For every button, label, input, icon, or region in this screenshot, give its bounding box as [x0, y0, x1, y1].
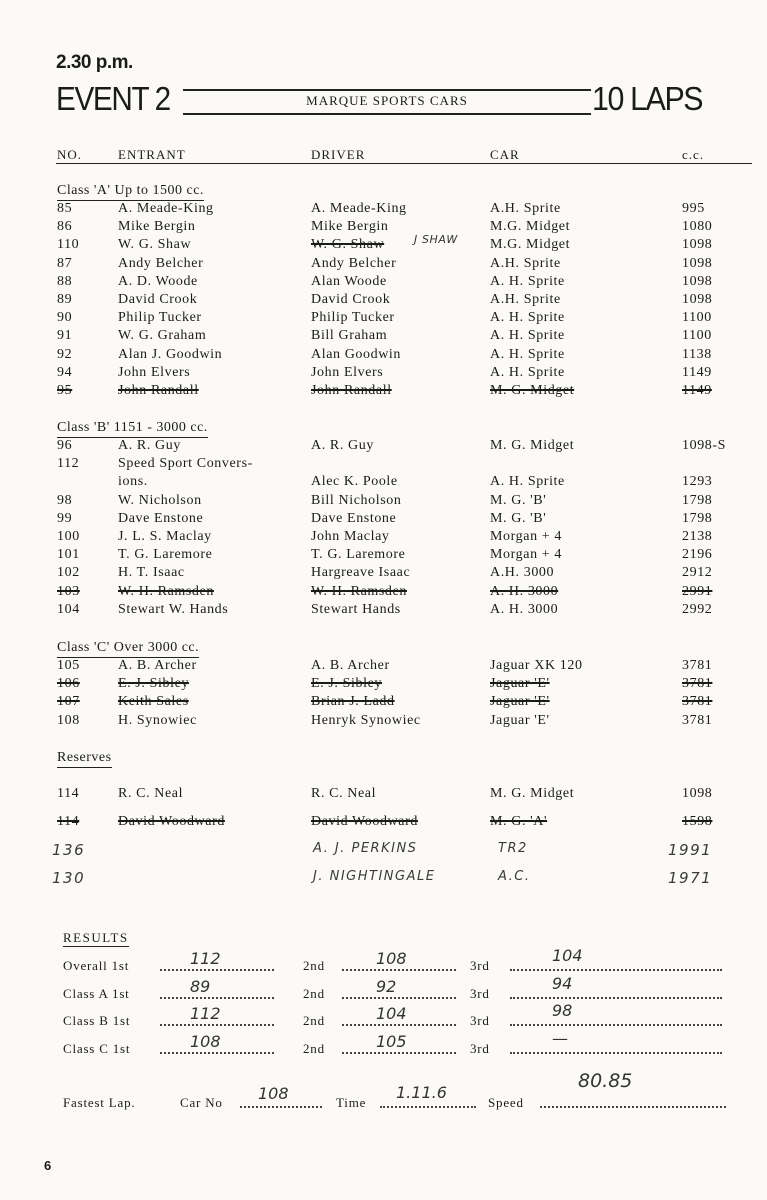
third-label: 3rd: [470, 985, 490, 1001]
entry-number: 94: [57, 364, 73, 380]
engine-cc: 3781: [682, 712, 713, 728]
car-model: A. H. Sprite: [490, 364, 565, 380]
handwritten-driver: J. NIGHTINGALE: [313, 869, 436, 884]
car-model: M. G. Midget: [490, 786, 575, 801]
driver-name: Andy Belcher: [311, 255, 397, 271]
entry-number: 110: [57, 237, 80, 253]
result-dots-2nd: [342, 1024, 456, 1026]
result-second: 104: [376, 1004, 407, 1023]
fastest-speed: 80.85: [578, 1070, 633, 1092]
entrant-name: Andy Belcher: [118, 255, 204, 271]
engine-cc: 1149: [682, 364, 712, 380]
result-second: 108: [376, 949, 407, 968]
entry-row: [0, 713, 767, 731]
result-dots-1st: [160, 969, 274, 971]
result-label: Overall 1st: [63, 958, 130, 973]
engine-cc: 3781: [682, 676, 713, 692]
entry-number: 87: [57, 255, 73, 271]
engine-cc: 3781: [682, 694, 713, 710]
engine-cc: 1149: [682, 383, 712, 398]
entry-number: 104: [57, 601, 80, 617]
third-label: 3rd: [470, 1013, 490, 1028]
engine-cc: 3781: [682, 658, 713, 673]
engine-cc: 1098: [682, 273, 713, 289]
col-car-header: CAR: [490, 147, 520, 162]
result-dots-1st: [160, 1052, 274, 1054]
result-third: 104: [552, 946, 583, 965]
result-third: 94: [552, 973, 573, 993]
car-model: Jaguar 'E': [490, 712, 550, 728]
engine-cc: 1138: [682, 346, 712, 362]
driver-name: David Crook: [311, 292, 391, 307]
event-title: MARQUE SPORTS CARS: [306, 93, 468, 108]
entry-row: [0, 529, 767, 547]
car-no-label: Car No: [180, 1095, 223, 1110]
third-label: 3rd: [470, 958, 490, 973]
driver-name: W. G. Shaw: [311, 237, 385, 253]
fastest-car-no: 108: [258, 1084, 289, 1103]
entry-row: [0, 511, 767, 529]
entrant-name: W. Nicholson: [118, 492, 202, 508]
entrant-name: R. C. Neal: [118, 786, 184, 801]
results-title: RESULTS: [63, 930, 129, 945]
result-dots-3rd: [510, 1024, 722, 1026]
entry-number: 92: [57, 346, 73, 362]
entry-number: 98: [57, 492, 73, 508]
entry-number: 105: [57, 658, 80, 673]
entry-row: [0, 256, 767, 274]
result-first: 108: [190, 1031, 221, 1051]
driver-name: Alec K. Poole: [311, 474, 398, 490]
header-rule: [56, 163, 752, 164]
entrant-name: A. D. Woode: [118, 273, 198, 289]
entry-row: [0, 565, 767, 583]
driver-name: John Randall: [311, 383, 392, 398]
handwritten-cc: 1991: [668, 841, 713, 859]
driver-name: John Elvers: [311, 364, 384, 380]
entrant-name: H. T. Isaac: [118, 565, 185, 581]
entry-row: [0, 347, 767, 365]
driver-name: Bill Graham: [311, 328, 388, 344]
car-model: A.H. Sprite: [490, 201, 561, 216]
handwritten-car: TR2: [498, 841, 528, 856]
fastest-lap-label: Fastest Lap.: [63, 1095, 136, 1110]
event-time: 2.30 p.m.: [56, 52, 133, 73]
reserve-row: [0, 786, 767, 804]
result-dots-2nd: [342, 997, 456, 999]
car-model: Jaguar XK 120: [490, 658, 583, 673]
result-second: 92: [376, 976, 397, 996]
reserves-heading: Reserves: [57, 750, 112, 768]
engine-cc: 1080: [682, 219, 713, 235]
engine-cc: 1100: [682, 310, 712, 326]
engine-cc: 2196: [682, 547, 713, 563]
entrant-name: A. R. Guy: [118, 438, 181, 453]
second-label: 2nd: [303, 1040, 325, 1056]
car-model: A. H. Sprite: [490, 346, 565, 362]
entry-number: 101: [57, 547, 80, 563]
page-number: 6: [44, 1158, 52, 1173]
driver-name: Brian J. Ladd: [311, 694, 395, 710]
entry-row: [0, 219, 767, 237]
car-model: M.G. Midget: [490, 219, 571, 235]
driver-name: A. B. Archer: [311, 658, 390, 673]
entrant-name: Dave Enstone: [118, 510, 204, 526]
entrant-name: H. Synowiec: [118, 712, 197, 728]
car-model: Morgan + 4: [490, 529, 562, 544]
engine-cc: 1098-S: [682, 438, 727, 453]
engine-cc: 2912: [682, 565, 713, 581]
entry-row: [0, 438, 767, 456]
driver-correction: J SHAW: [414, 233, 458, 247]
car-model: M. G. 'B': [490, 492, 547, 508]
speed-label: Speed: [488, 1095, 524, 1110]
car-model: Morgan + 4: [490, 547, 562, 563]
entry-row: [0, 474, 767, 492]
entry-number: 86: [57, 219, 73, 235]
entry-number: 107: [57, 694, 80, 710]
car-no-dots: [240, 1106, 322, 1108]
entry-number: 99: [57, 510, 73, 526]
entry-number: 112: [57, 456, 80, 472]
handwritten-driver: A. J. PERKINS: [313, 841, 418, 856]
engine-cc: 1798: [682, 510, 713, 526]
second-label: 2nd: [303, 1013, 325, 1028]
entry-number: 85: [57, 201, 73, 216]
driver-name: E. J. Sibley: [311, 676, 382, 692]
speed-dots: [540, 1106, 726, 1108]
driver-name: Philip Tucker: [311, 310, 395, 326]
entry-number: 100: [57, 529, 80, 544]
engine-cc: 1098: [682, 237, 713, 253]
engine-cc: 2991: [682, 583, 713, 599]
entry-row: [0, 233, 767, 255]
col-no-header: NO.: [57, 147, 83, 162]
driver-name: Stewart Hands: [311, 601, 401, 617]
result-second: 105: [376, 1031, 407, 1051]
driver-name: Henryk Synowiec: [311, 712, 421, 728]
entrant-name: Mike Bergin: [118, 219, 196, 235]
col-cc-header: c.c.: [682, 147, 705, 162]
result-dots-3rd: [510, 1052, 722, 1054]
result-label: Class B 1st: [63, 1013, 131, 1028]
driver-name: T. G. Laremore: [311, 547, 406, 563]
result-third: —: [552, 1028, 568, 1048]
handwritten-number: 136: [52, 841, 86, 859]
engine-cc: 1798: [682, 492, 713, 508]
entry-row: [0, 383, 767, 401]
entry-row: [0, 328, 767, 346]
driver-name: John Maclay: [311, 529, 390, 544]
result-label: Class A 1st: [63, 985, 130, 1001]
col-driver-header: DRIVER: [311, 147, 366, 162]
entry-row: [0, 274, 767, 292]
entrant-name: W. G. Graham: [118, 328, 207, 344]
entrant-name: Speed Sport Convers-: [118, 456, 253, 472]
car-model: M. G. Midget: [490, 383, 575, 398]
result-dots-1st: [160, 997, 274, 999]
entrant-name: A. B. Archer: [118, 658, 197, 673]
car-model: A. H. Sprite: [490, 474, 565, 490]
entrant-name: W. H. Ramsden: [118, 583, 214, 599]
car-model: A.H. Sprite: [490, 292, 561, 307]
engine-cc: 2992: [682, 601, 713, 617]
entrant-name: T. G. Laremore: [118, 547, 213, 563]
entry-row: [0, 602, 767, 620]
fastest-time: 1.11.6: [396, 1083, 447, 1102]
entrant-name: David Woodward: [118, 814, 225, 829]
entry-row: [0, 584, 767, 602]
entrant-name: Alan J. Goodwin: [118, 346, 223, 362]
entry-row: [0, 365, 767, 383]
third-label: 3rd: [470, 1040, 490, 1056]
result-third: 98: [552, 1001, 573, 1020]
car-model: M.G. Midget: [490, 237, 571, 253]
time-dots: [380, 1106, 476, 1108]
driver-name: Alan Woode: [311, 273, 387, 289]
driver-name: Bill Nicholson: [311, 492, 402, 508]
entrant-name: A. Meade-King: [118, 201, 214, 216]
car-model: M. G. 'A': [490, 814, 548, 829]
entry-number: 95: [57, 383, 73, 398]
driver-name: A. R. Guy: [311, 438, 374, 453]
car-model: A. H. Sprite: [490, 328, 565, 344]
driver-name: Dave Enstone: [311, 510, 397, 526]
car-model: Jaguar 'E': [490, 676, 550, 692]
result-dots-1st: [160, 1024, 274, 1026]
entry-row: [0, 493, 767, 511]
engine-cc: 1098: [682, 292, 713, 307]
result-label: Class C 1st: [63, 1040, 131, 1056]
result-dots-3rd: [510, 969, 722, 971]
class-heading: Class 'C' Over 3000 cc.: [57, 640, 199, 658]
car-model: A.H. 3000: [490, 565, 555, 581]
entry-number: 96: [57, 438, 73, 453]
entry-number: 114: [57, 814, 80, 829]
result-first: 112: [190, 1004, 221, 1023]
entry-number: 114: [57, 786, 80, 801]
handwritten-number: 130: [52, 869, 86, 887]
engine-cc: 1098: [682, 255, 713, 271]
entry-number: 106: [57, 676, 80, 692]
result-dots-3rd: [510, 997, 722, 999]
entry-row: [0, 658, 767, 676]
engine-cc: 1100: [682, 328, 712, 344]
entrant-name: E. J. Sibley: [118, 676, 189, 692]
entrant-name: ions.: [118, 474, 148, 490]
driver-name: Mike Bergin: [311, 219, 389, 235]
col-entrant-header: ENTRANT: [118, 147, 186, 162]
class-heading: Class 'B' 1151 - 3000 cc.: [57, 420, 208, 438]
entrant-name: David Crook: [118, 292, 198, 307]
entrant-name: John Randall: [118, 383, 199, 398]
car-model: M. G. Midget: [490, 438, 575, 453]
entrant-name: Philip Tucker: [118, 310, 202, 326]
driver-name: R. C. Neal: [311, 786, 377, 801]
entrant-name: W. G. Shaw: [118, 237, 192, 253]
driver-name: David Woodward: [311, 814, 418, 829]
car-model: A. H. 3000: [490, 601, 559, 617]
handwritten-car: A.C.: [498, 869, 531, 884]
entry-row: [0, 201, 767, 219]
result-first: 112: [190, 949, 221, 968]
entry-number: 91: [57, 328, 73, 344]
engine-cc: 1598: [682, 814, 713, 829]
car-model: A. H. Sprite: [490, 310, 565, 326]
result-first: 89: [190, 976, 211, 996]
entry-number: 89: [57, 292, 73, 307]
entry-row: [0, 292, 767, 310]
entry-row: [0, 310, 767, 328]
event-number: EVENT 2: [56, 80, 170, 117]
entrant-name: Stewart W. Hands: [118, 601, 229, 617]
engine-cc: 1293: [682, 474, 713, 490]
car-model: A. H. Sprite: [490, 273, 565, 289]
entry-row: [0, 547, 767, 565]
lap-count: 10 LAPS: [592, 80, 703, 117]
entrant-name: J. L. S. Maclay: [118, 529, 212, 544]
second-label: 2nd: [303, 958, 325, 973]
entrant-name: Keith Sales: [118, 694, 189, 710]
driver-name: W. H. Ramsden: [311, 583, 407, 599]
driver-name: Alan Goodwin: [311, 346, 402, 362]
entry-number: 90: [57, 310, 73, 326]
car-model: A.H. Sprite: [490, 255, 561, 271]
reserve-row: [0, 814, 767, 832]
handwritten-cc: 1971: [668, 869, 713, 887]
car-model: M. G. 'B': [490, 510, 547, 526]
class-heading: Class 'A' Up to 1500 cc.: [57, 183, 204, 201]
driver-name: Hargreave Isaac: [311, 565, 411, 581]
entry-number: 102: [57, 565, 80, 581]
entry-row: [0, 676, 767, 694]
entry-row: [0, 694, 767, 712]
engine-cc: 2138: [682, 529, 713, 544]
time-label: Time: [336, 1095, 367, 1110]
entry-row: [0, 456, 767, 474]
result-dots-2nd: [342, 1052, 456, 1054]
entrant-name: John Elvers: [118, 364, 191, 380]
car-model: A. H. 3000: [490, 583, 559, 599]
entry-number: 103: [57, 583, 80, 599]
entry-number: 88: [57, 273, 73, 289]
car-model: Jaguar 'E': [490, 694, 550, 710]
engine-cc: 1098: [682, 786, 713, 801]
engine-cc: 995: [682, 201, 705, 216]
driver-name: A. Meade-King: [311, 201, 407, 216]
second-label: 2nd: [303, 985, 325, 1001]
result-dots-2nd: [342, 969, 456, 971]
entry-number: 108: [57, 712, 80, 728]
